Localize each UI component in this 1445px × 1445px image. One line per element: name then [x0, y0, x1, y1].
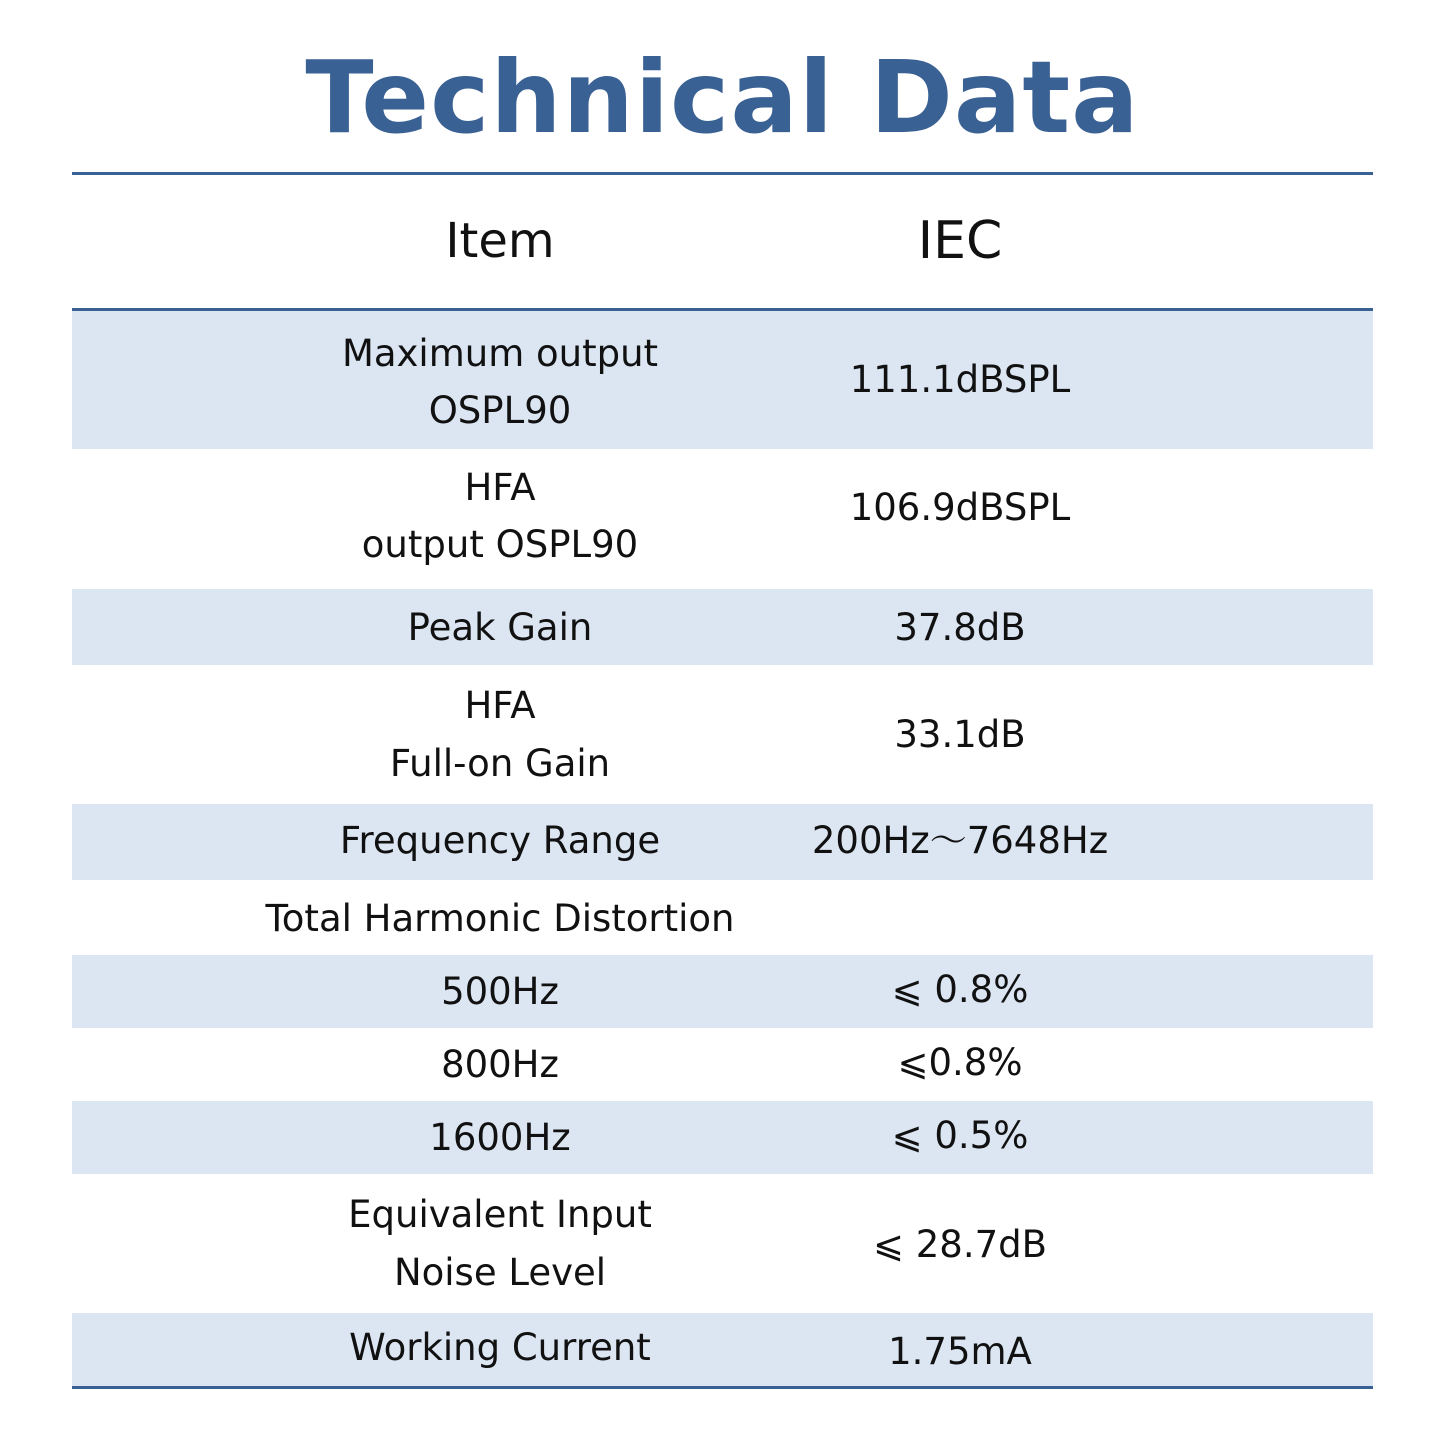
- row-item-line2: output OSPL90: [361, 523, 639, 566]
- table-row: [72, 311, 1373, 449]
- row-item-line1: 800Hz: [441, 1043, 559, 1086]
- row-item-line1: 1600Hz: [429, 1116, 571, 1159]
- row-item-line1: Peak Gain: [407, 606, 593, 649]
- table-row: [72, 1313, 1373, 1386]
- header-iec: IEC: [917, 211, 1003, 271]
- table-row: [72, 804, 1373, 880]
- table-row: [72, 1101, 1373, 1174]
- row-item-line1: HFA: [464, 684, 536, 727]
- row-value: 33.1dB: [894, 713, 1026, 756]
- row-value: 106.9dBSPL: [849, 486, 1071, 529]
- table-row: [72, 449, 1373, 589]
- technical-data-table: [72, 172, 1373, 1389]
- row-value: ⩽ 0.8%: [891, 968, 1029, 1011]
- row-item-line2: OSPL90: [428, 389, 572, 432]
- row-value: 37.8dB: [894, 606, 1026, 649]
- header-item: Item: [445, 213, 555, 269]
- row-item-line1: Working Current: [349, 1326, 651, 1369]
- table-row: [72, 1174, 1373, 1313]
- table-header-row: [72, 175, 1373, 308]
- table-row: [72, 880, 1373, 955]
- row-value: ⩽ 28.7dB: [872, 1223, 1047, 1266]
- page-title: Technical Data: [305, 39, 1140, 156]
- row-item-line1: 500Hz: [441, 970, 559, 1013]
- row-value: ⩽ 0.5%: [891, 1114, 1029, 1157]
- row-item-line1: HFA: [464, 466, 536, 509]
- row-value: 200Hz～7648Hz: [811, 819, 1109, 862]
- table-row: [72, 589, 1373, 665]
- row-item-line2: Noise Level: [393, 1251, 607, 1294]
- row-item-line1: Frequency Range: [339, 819, 661, 862]
- row-value: 111.1dBSPL: [849, 358, 1071, 401]
- row-item-line1: Maximum output: [341, 332, 659, 375]
- row-item-line1: Equivalent Input: [348, 1193, 652, 1236]
- table-row: [72, 955, 1373, 1028]
- row-value: 1.75mA: [888, 1330, 1032, 1373]
- row-item-line2: Full-on Gain: [389, 742, 611, 785]
- row-item-line1: Total Harmonic Distortion: [265, 897, 735, 940]
- table-row: [72, 1028, 1373, 1101]
- table-row: [72, 665, 1373, 804]
- bottom-rule: [72, 1386, 1373, 1389]
- row-value: ⩽0.8%: [897, 1041, 1023, 1084]
